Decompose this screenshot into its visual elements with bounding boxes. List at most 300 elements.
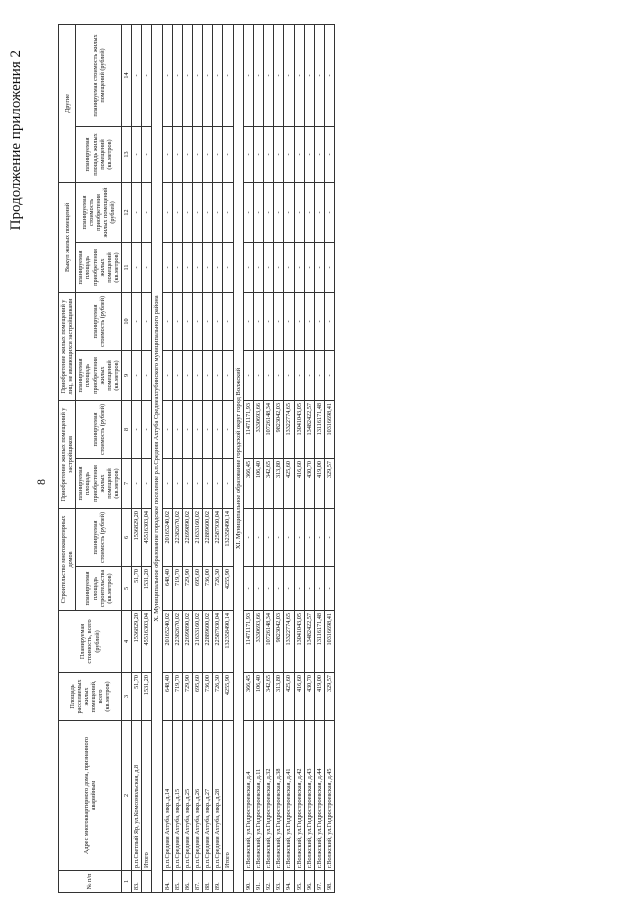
table-cell: - <box>213 293 223 351</box>
table-cell: - <box>203 183 213 243</box>
table-cell: - <box>264 351 274 401</box>
table-cell: - <box>223 24 233 126</box>
sub-header: планируемая площадь приобретения жилых помещений (кв.метров) <box>76 459 122 509</box>
col-num-header: № п/п <box>59 871 122 893</box>
table-cell: - <box>193 24 203 126</box>
table-row <box>172 24 182 892</box>
table-cell: 729,90 <box>182 567 192 611</box>
table-cell: - <box>304 24 314 126</box>
table-cell: - <box>274 567 284 611</box>
table-cell: - <box>132 459 142 509</box>
table-cell: 83. <box>132 871 142 893</box>
table-cell: 51,70 <box>132 673 142 721</box>
table-cell: 3330693,66 <box>254 611 264 673</box>
table-cell: 648,40 <box>162 673 172 721</box>
table-cell: 96. <box>304 871 314 893</box>
table-cell: - <box>274 127 284 183</box>
table-cell: - <box>264 509 274 567</box>
table-cell: - <box>254 183 264 243</box>
table-cell: - <box>172 293 182 351</box>
table-cell: 13482422,57 <box>304 401 314 459</box>
table-cell: 13041043,05 <box>294 401 304 459</box>
table-cell: 329,57 <box>324 673 334 721</box>
section-row <box>152 24 162 892</box>
table-cell: - <box>172 24 182 126</box>
table-cell: - <box>193 243 203 293</box>
table-cell: - <box>142 351 152 401</box>
table-cell: - <box>294 24 304 126</box>
column-number-cell: 9 <box>122 351 132 401</box>
table-cell: - <box>132 183 142 243</box>
table-cell: - <box>274 293 284 351</box>
table-cell: - <box>162 243 172 293</box>
table-cell: р.п.Средняя Ахтуба, мкр.,д.28 <box>213 721 223 871</box>
table-cell: 86. <box>182 871 192 893</box>
table-cell: 22382670,02 <box>172 509 182 567</box>
table-cell: 729,90 <box>182 673 192 721</box>
table-cell: - <box>254 243 264 293</box>
table-cell: 87. <box>193 871 203 893</box>
table-cell: - <box>314 183 324 243</box>
table-cell: 90. <box>243 871 253 893</box>
table-cell: - <box>213 24 223 126</box>
table-cell: - <box>284 243 294 293</box>
table-cell: 1531,20 <box>142 567 152 611</box>
table-cell: 11471171,93 <box>243 611 253 673</box>
table-cell: - <box>264 183 274 243</box>
table-cell: - <box>132 351 142 401</box>
table-row <box>132 24 142 892</box>
table-cell: - <box>223 401 233 459</box>
table-cell: - <box>223 183 233 243</box>
table-cell: - <box>304 567 314 611</box>
column-number-cell: 13 <box>122 127 132 183</box>
total-row <box>142 24 152 892</box>
table-cell: - <box>162 401 172 459</box>
table-cell: - <box>324 293 334 351</box>
table-cell: - <box>304 127 314 183</box>
table-cell: 93. <box>274 871 284 893</box>
table-cell: 695,60 <box>193 567 203 611</box>
group-other-header: Другие <box>59 24 76 182</box>
table-cell: - <box>243 127 253 183</box>
table-cell: - <box>182 127 192 183</box>
table-cell: 4255,90 <box>223 673 233 721</box>
table-row <box>162 24 172 892</box>
sub-header: планируемая стоимость (рублей) <box>76 293 122 351</box>
table-cell: - <box>314 24 324 126</box>
table-cell: - <box>132 127 142 183</box>
sub-header: планируемая площадь жилых помещений (кв.метров) <box>76 127 122 183</box>
table-cell: 10316698,41 <box>324 401 334 459</box>
table-row <box>254 24 264 892</box>
table-cell: г.Волжский, ул.Гидростроевская, д.41 <box>284 721 294 871</box>
table-cell: 13116171,48 <box>314 611 324 673</box>
table-cell: 736,00 <box>203 567 213 611</box>
table-cell: - <box>162 127 172 183</box>
table-cell: - <box>203 351 213 401</box>
group-buyout-header: Выкуп жилых помещений <box>59 183 76 293</box>
table-row <box>304 24 314 892</box>
table-cell: 97. <box>314 871 324 893</box>
column-number-cell: 10 <box>122 293 132 351</box>
table-cell: г.Волжский, ул.Гидростроевская, д.45 <box>324 721 334 871</box>
table-cell: - <box>314 351 324 401</box>
table-cell: - <box>182 243 192 293</box>
table-cell: - <box>182 401 192 459</box>
table-cell: - <box>172 243 182 293</box>
table-row <box>213 24 223 892</box>
table-cell: 21633160,02 <box>193 509 203 567</box>
table-cell: 85. <box>172 871 182 893</box>
group-construction-header: Строительство многоквартирных домов <box>59 509 76 611</box>
table-cell: - <box>142 127 152 183</box>
table-cell: - <box>203 293 213 351</box>
sub-header: планируемая площадь строительства (кв.метров) <box>76 567 122 611</box>
table-cell: 22889600,02 <box>203 611 213 673</box>
table-row <box>314 24 324 892</box>
column-number-cell: 14 <box>122 24 132 126</box>
table-cell: 95. <box>294 871 304 893</box>
table-cell: р.п.Средняя Ахтуба, мкр.,д.14 <box>162 721 172 871</box>
table-cell: Итого <box>142 721 152 871</box>
table-cell: 425,60 <box>284 459 294 509</box>
table-cell: 20165240,02 <box>162 509 172 567</box>
table-cell: - <box>132 401 142 459</box>
table-cell: 430,70 <box>304 459 314 509</box>
table-cell: 13116171,48 <box>314 401 324 459</box>
table-cell: - <box>142 24 152 126</box>
col-cost-header: Планируемая стоимость, всего (рублей) <box>59 611 122 673</box>
table-cell: 13482422,57 <box>304 611 314 673</box>
table-cell: - <box>324 509 334 567</box>
table-cell: - <box>182 351 192 401</box>
table-cell: - <box>274 351 284 401</box>
table-cell: - <box>162 24 172 126</box>
table-cell: 313,80 <box>274 459 284 509</box>
table-cell: 1536829,20 <box>132 611 142 673</box>
table-cell: - <box>132 24 142 126</box>
column-number-cell: 12 <box>122 183 132 243</box>
column-number-cell: 8 <box>122 401 132 459</box>
table-cell: 1531,20 <box>142 673 152 721</box>
table-cell: 342,65 <box>264 459 274 509</box>
table-cell: г.Волжский, ул.Гидростроевская, д.43 <box>304 721 314 871</box>
continuation-header: Продолжение приложения 2 <box>8 50 24 231</box>
table-cell: - <box>324 567 334 611</box>
table-row <box>284 24 294 892</box>
table-cell: Итого <box>223 721 233 871</box>
table-cell: - <box>254 293 264 351</box>
column-number-cell: 7 <box>122 459 132 509</box>
table-cell: - <box>314 127 324 183</box>
table-body <box>132 24 335 892</box>
table-row <box>264 24 274 892</box>
table-cell: 21633160,02 <box>193 611 203 673</box>
table-cell: - <box>172 459 182 509</box>
table-cell: - <box>243 24 253 126</box>
table-cell: 342,65 <box>264 673 274 721</box>
table-cell: - <box>172 127 182 183</box>
table-cell: - <box>132 243 142 293</box>
table-cell: - <box>142 183 152 243</box>
table-cell: 430,70 <box>304 673 314 721</box>
table-cell: 106,40 <box>254 459 264 509</box>
table-cell: - <box>213 401 223 459</box>
table-cell: 425,60 <box>284 673 294 721</box>
table-cell: 11471171,93 <box>243 401 253 459</box>
total-row <box>223 24 233 892</box>
table-cell: 98. <box>324 871 334 893</box>
table-cell: 132358490,14 <box>223 611 233 673</box>
table-cell: - <box>203 401 213 459</box>
table-cell: - <box>314 509 324 567</box>
table-cell: 719,70 <box>172 567 182 611</box>
table-cell: - <box>182 293 192 351</box>
table-cell: - <box>294 183 304 243</box>
table-cell: - <box>294 509 304 567</box>
table-cell: 329,57 <box>324 459 334 509</box>
table-row <box>243 24 253 892</box>
section-title: XI. Муниципальное образование городской округ город Волжский <box>233 24 243 892</box>
table-cell: - <box>142 293 152 351</box>
table-cell: - <box>314 293 324 351</box>
table-cell: - <box>314 243 324 293</box>
column-number-cell: 3 <box>122 673 132 721</box>
table-cell: 92. <box>264 871 274 893</box>
table-cell: г.Волжский, ул.Гидростроевская, д.38 <box>274 721 284 871</box>
table-cell: 88. <box>203 871 213 893</box>
column-number-cell: 4 <box>122 611 132 673</box>
table-cell: - <box>213 127 223 183</box>
table-cell: - <box>324 183 334 243</box>
table-cell: 132358490,14 <box>223 509 233 567</box>
table-cell: - <box>203 24 213 126</box>
table-cell: р.п.Средняя Ахтуба, мкр.,д.25 <box>182 721 192 871</box>
section-row <box>233 24 243 892</box>
table-cell: р.п.Средняя Ахтуба, мкр.,д.26 <box>193 721 203 871</box>
table-cell: - <box>223 351 233 401</box>
table-cell: - <box>213 351 223 401</box>
column-number-cell: 11 <box>122 243 132 293</box>
table-cell: - <box>172 183 182 243</box>
table-cell: - <box>243 183 253 243</box>
table-cell: - <box>324 243 334 293</box>
table-cell: - <box>193 127 203 183</box>
table-cell: - <box>243 567 253 611</box>
column-number-cell: 5 <box>122 567 132 611</box>
table-cell: 9823042,03 <box>274 401 284 459</box>
table-cell: - <box>254 24 264 126</box>
sub-header: планируемая стоимость (рублей) <box>76 509 122 567</box>
page-number: 8 <box>34 479 48 485</box>
table-cell: г.Волжский, ул.Гидростроевская, д.44 <box>314 721 324 871</box>
section-title: X. Муниципальное образование городское поселение р.п.Средняя Ахтуба Среднеахтубинского муниципального района <box>152 24 162 892</box>
table-cell: 419,00 <box>314 459 324 509</box>
table-row <box>274 24 284 892</box>
group-nondeveloper-header: Приобретение жилых помещений у лиц, не являющихся застройщиками <box>59 293 76 401</box>
table-cell: - <box>284 24 294 126</box>
table-row <box>324 24 334 892</box>
table-row <box>294 24 304 892</box>
table-cell: - <box>284 293 294 351</box>
table-cell: г.Волжский, ул.Гидростроевская, д.32 <box>264 721 274 871</box>
table-cell: г.Волжский, ул.Гидростроевская, д.4 <box>243 721 253 871</box>
table-cell: - <box>162 293 172 351</box>
table-cell: 1536829,20 <box>132 509 142 567</box>
table-cell: - <box>264 293 274 351</box>
table-cell: - <box>264 243 274 293</box>
table-cell: 9823042,03 <box>274 611 284 673</box>
table-cell: 10726148,34 <box>264 611 274 673</box>
table-cell: - <box>254 567 264 611</box>
table-cell: - <box>162 183 172 243</box>
table-cell: - <box>193 293 203 351</box>
table-row <box>182 24 192 892</box>
table-cell: - <box>284 183 294 243</box>
table-cell: 648,40 <box>162 567 172 611</box>
table-cell: - <box>182 24 192 126</box>
table-cell: 416,60 <box>294 459 304 509</box>
table-cell: - <box>142 401 152 459</box>
column-number-cell: 2 <box>122 721 132 871</box>
table-row <box>193 24 203 892</box>
table-cell: 719,70 <box>172 673 182 721</box>
group-developer-header: Приобретение жилых помещений у застройщиков <box>59 401 76 509</box>
table-cell: 13041043,05 <box>294 611 304 673</box>
table-cell: - <box>284 127 294 183</box>
table-cell: - <box>223 243 233 293</box>
col-area-header: Площадь расселяемых жилых помещений, всего (кв.метров) <box>59 673 122 721</box>
table-cell: - <box>213 243 223 293</box>
table-cell: - <box>304 351 314 401</box>
table-cell: 22699890,02 <box>182 509 192 567</box>
sub-header: планируемая площадь приобретения жилых помещений (кв.метров) <box>76 243 122 293</box>
table-cell: - <box>193 351 203 401</box>
table-cell: 20165240,02 <box>162 611 172 673</box>
table-cell: - <box>284 351 294 401</box>
table-cell: - <box>324 24 334 126</box>
table-row <box>203 24 213 892</box>
table-cell: - <box>142 459 152 509</box>
table-cell: - <box>304 293 314 351</box>
table-cell: - <box>274 243 284 293</box>
table-cell: 10316698,41 <box>324 611 334 673</box>
sub-header: планируемая стоимость приобретения жилых помещений (рублей) <box>76 183 122 243</box>
column-number-cell: 1 <box>122 871 132 893</box>
table-cell: - <box>274 183 284 243</box>
table-cell: - <box>213 459 223 509</box>
table-cell: 10726148,34 <box>264 401 274 459</box>
table-cell: - <box>142 243 152 293</box>
table-cell: - <box>294 293 304 351</box>
table-cell: 84. <box>162 871 172 893</box>
table-cell: 366,45 <box>243 459 253 509</box>
table-cell <box>142 871 152 893</box>
table-cell: 736,00 <box>203 673 213 721</box>
table-cell: - <box>274 509 284 567</box>
table-cell: - <box>254 351 264 401</box>
table-cell: - <box>203 243 213 293</box>
table-cell: 106,40 <box>254 673 264 721</box>
table-cell: р.п.Средняя Ахтуба, мкр.,д.15 <box>172 721 182 871</box>
table-cell: 22587930,04 <box>213 611 223 673</box>
table-cell: 13322774,65 <box>284 401 294 459</box>
table-cell: 94. <box>284 871 294 893</box>
table-cell: 89. <box>213 871 223 893</box>
sub-header: планируемая стоимость жилых помещений (рублей) <box>76 24 122 126</box>
table-cell: - <box>324 351 334 401</box>
table-cell: - <box>284 567 294 611</box>
table-cell: 91. <box>254 871 264 893</box>
table-cell: - <box>213 183 223 243</box>
table-cell: - <box>172 351 182 401</box>
table-cell: г.Волжский, ул.Гидростроевская, д.42 <box>294 721 304 871</box>
table-cell: - <box>243 509 253 567</box>
table-cell: 726,30 <box>213 567 223 611</box>
table-cell: 22587930,04 <box>213 509 223 567</box>
table-cell: - <box>203 127 213 183</box>
table-cell: 313,80 <box>274 673 284 721</box>
table-cell <box>223 871 233 893</box>
column-number-cell: 6 <box>122 509 132 567</box>
table-cell: - <box>294 127 304 183</box>
table-cell: - <box>162 459 172 509</box>
table-cell: 22889600,02 <box>203 509 213 567</box>
table-cell: - <box>254 127 264 183</box>
table-cell: г.Волжский, ул.Гидростроевская, д.11 <box>254 721 264 871</box>
table-cell: р.п.Средняя Ахтуба, мкр.,д.27 <box>203 721 213 871</box>
table-cell: 45516303,04 <box>142 509 152 567</box>
table-cell: 51,70 <box>132 567 142 611</box>
table-cell: - <box>274 24 284 126</box>
column-numbers-row <box>122 24 132 892</box>
table-cell: - <box>314 567 324 611</box>
table-cell: - <box>304 509 314 567</box>
table-cell: - <box>294 567 304 611</box>
table-cell: - <box>264 127 274 183</box>
table-cell: - <box>294 351 304 401</box>
table-cell: - <box>223 293 233 351</box>
table-cell: 695,60 <box>193 673 203 721</box>
table-cell: - <box>243 351 253 401</box>
sub-header: планируемая стоимость (рублей) <box>76 401 122 459</box>
table-cell: - <box>223 459 233 509</box>
table-cell: - <box>203 459 213 509</box>
table-cell: - <box>284 509 294 567</box>
table-cell: - <box>193 183 203 243</box>
table-cell: 3330693,66 <box>254 401 264 459</box>
table-cell: - <box>304 183 314 243</box>
table-cell: - <box>264 567 274 611</box>
table-cell: - <box>162 351 172 401</box>
table-cell: - <box>132 293 142 351</box>
table-cell: 4255,90 <box>223 567 233 611</box>
table-cell: - <box>304 243 314 293</box>
table-cell: 416,60 <box>294 673 304 721</box>
table-cell: - <box>182 459 192 509</box>
table-cell: - <box>193 401 203 459</box>
housing-table <box>58 24 335 893</box>
table-cell: 22699890,02 <box>182 611 192 673</box>
table-cell: - <box>324 127 334 183</box>
table-cell: - <box>182 183 192 243</box>
sub-header: планируемая площадь приобретения жилых помещений (кв.метров) <box>76 351 122 401</box>
table-cell: 22382670,02 <box>172 611 182 673</box>
table-cell: - <box>223 127 233 183</box>
table-cell: 366,45 <box>243 673 253 721</box>
table-cell: 726,30 <box>213 673 223 721</box>
